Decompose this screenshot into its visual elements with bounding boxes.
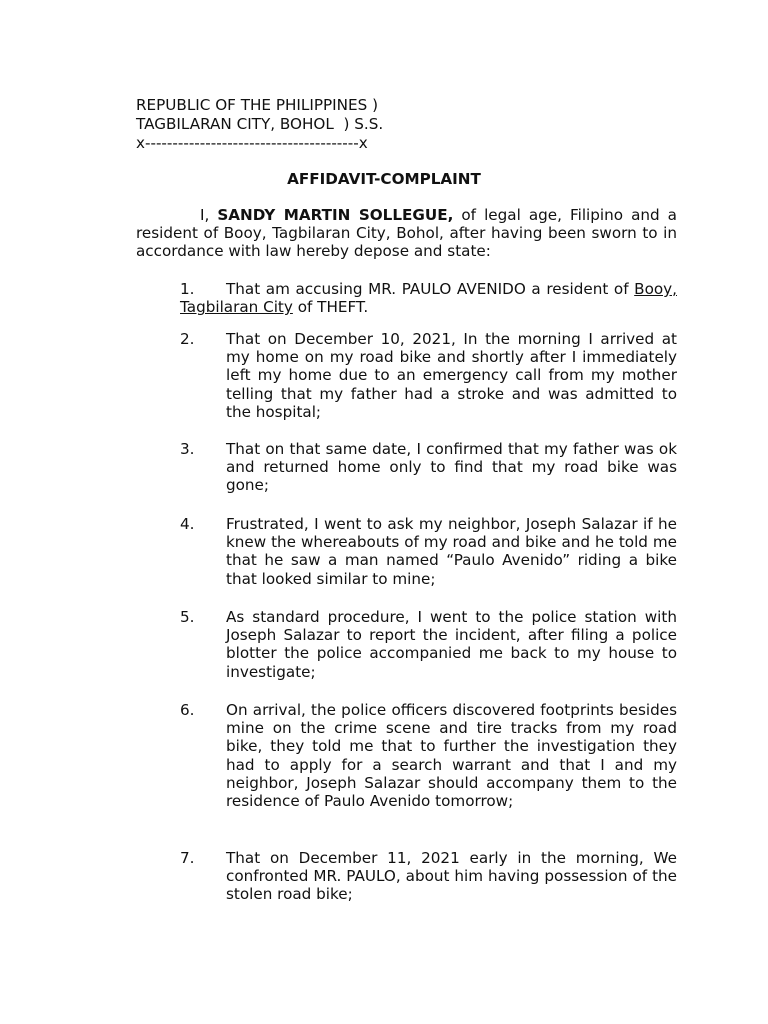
statement-text-3: That on that same date, I confirmed that my father was ok and returned home only to find that my road bike was gone;	[226, 440, 677, 495]
statement-text-7: That on December 11, 2021 early in the morning, We confronted MR. PAULO, about him having possession of the stolen road bike;	[226, 849, 677, 904]
accused-residence: Booy, Tagbilaran City	[180, 280, 677, 317]
statement-number-1: 1.	[180, 280, 195, 298]
statement-number-2: 2.	[180, 330, 195, 348]
affiant-name: SANDY MARTIN SOLLEGUE,	[217, 206, 454, 224]
statement-number-7: 7.	[180, 849, 195, 867]
statement-text-4: Frustrated, I went to ask my neighbor, Joseph Salazar if he knew the whereabouts of my road and bike and he told me that he saw a man named “Paulo Avenido” riding a bike that looked similar to mine;	[226, 515, 677, 588]
statement-number-4: 4.	[180, 515, 195, 533]
intro-paragraph	[136, 206, 677, 261]
intro-prefix: I,	[200, 206, 218, 224]
statement-number-3: 3.	[180, 440, 195, 458]
statement-text-6: On arrival, the police officers discovered footprints besides mine on the crime scene and tire tracks from my road bike, they told me that to further the investigation they had to apply for a search warrant and that I and my neighbor, Joseph Salazar should accompany them to the residence of Paulo Avenido tomorrow;	[226, 701, 677, 811]
venue-header	[136, 96, 696, 153]
document-title: AFFIDAVIT-COMPLAINT	[287, 170, 481, 188]
statement-text-5: As standard procedure, I went to the police station with Joseph Salazar to report the incident, after filing a police blotter the police accompanied me back to my house to investigate;	[226, 608, 677, 681]
header-separator: x---------------------------------------x	[136, 134, 368, 152]
statement-text-2: That on December 10, 2021, In the morning I arrived at my home on my road bike and shortly after I immediately left my home due to an emergency call from my mother telling that my father had a stroke and was admitted to the hospital;	[226, 330, 677, 421]
statement-text-1b: of THEFT.	[292, 298, 369, 317]
header-republic: REPUBLIC OF THE PHILIPPINES )	[136, 96, 378, 114]
statement-number-5: 5.	[180, 608, 195, 626]
header-city: TAGBILARAN CITY, BOHOL ) S.S.	[136, 115, 384, 133]
statement-text-1a: That am accusing MR. PAULO AVENIDO a resident of	[226, 280, 635, 298]
intro-rest: of legal age, Filipino and a resident of Booy, Tagbilaran City, Bohol, after having been sworn to in accordance with law hereby depose and state:	[136, 206, 677, 261]
statement-text-1	[180, 280, 677, 316]
statement-number-6: 6.	[180, 701, 195, 719]
